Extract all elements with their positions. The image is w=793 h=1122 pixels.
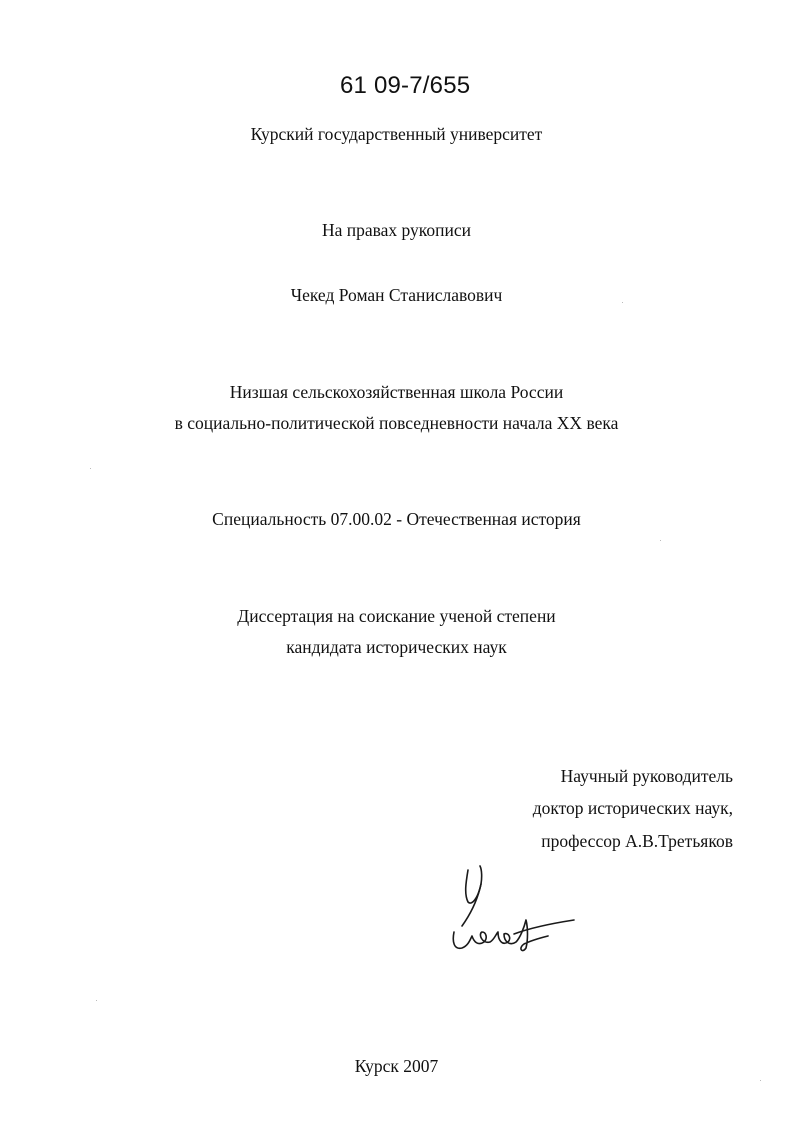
- scan-speck: [760, 1080, 761, 1081]
- degree-line-1: Диссертация на соискание ученой степени: [237, 606, 556, 626]
- signature-stroke-3: [453, 920, 548, 951]
- university-name: Курский государственный университет: [250, 124, 543, 144]
- city-year: Курск 2007: [354, 1056, 439, 1076]
- signature-stroke-2: [462, 884, 481, 926]
- specialty: Специальность 07.00.02 - Отечественная история: [212, 509, 581, 529]
- scan-speck: [622, 302, 623, 303]
- dissertation-title-line-2: в социально-политической повседневности начала XX века: [174, 413, 619, 433]
- scan-speck: [660, 540, 661, 541]
- supervisor-degree: доктор исторических наук,: [532, 798, 733, 818]
- handwritten-signature: [448, 862, 588, 962]
- scan-speck: [96, 1000, 97, 1001]
- signature-stroke-1: [466, 866, 482, 903]
- archive-code: 61 09-7/655: [340, 72, 471, 99]
- supervisor-role: Научный руководитель: [560, 766, 733, 786]
- author-name: Чекед Роман Станиславович: [290, 285, 503, 305]
- dissertation-title-line-1: Низшая сельскохозяйственная школа России: [229, 382, 564, 402]
- supervisor-name: профессор А.В.Третьяков: [541, 831, 733, 851]
- manuscript-note: На правах рукописи: [321, 220, 472, 240]
- degree-line-2: кандидата исторических наук: [286, 637, 507, 657]
- scan-speck: [90, 468, 91, 469]
